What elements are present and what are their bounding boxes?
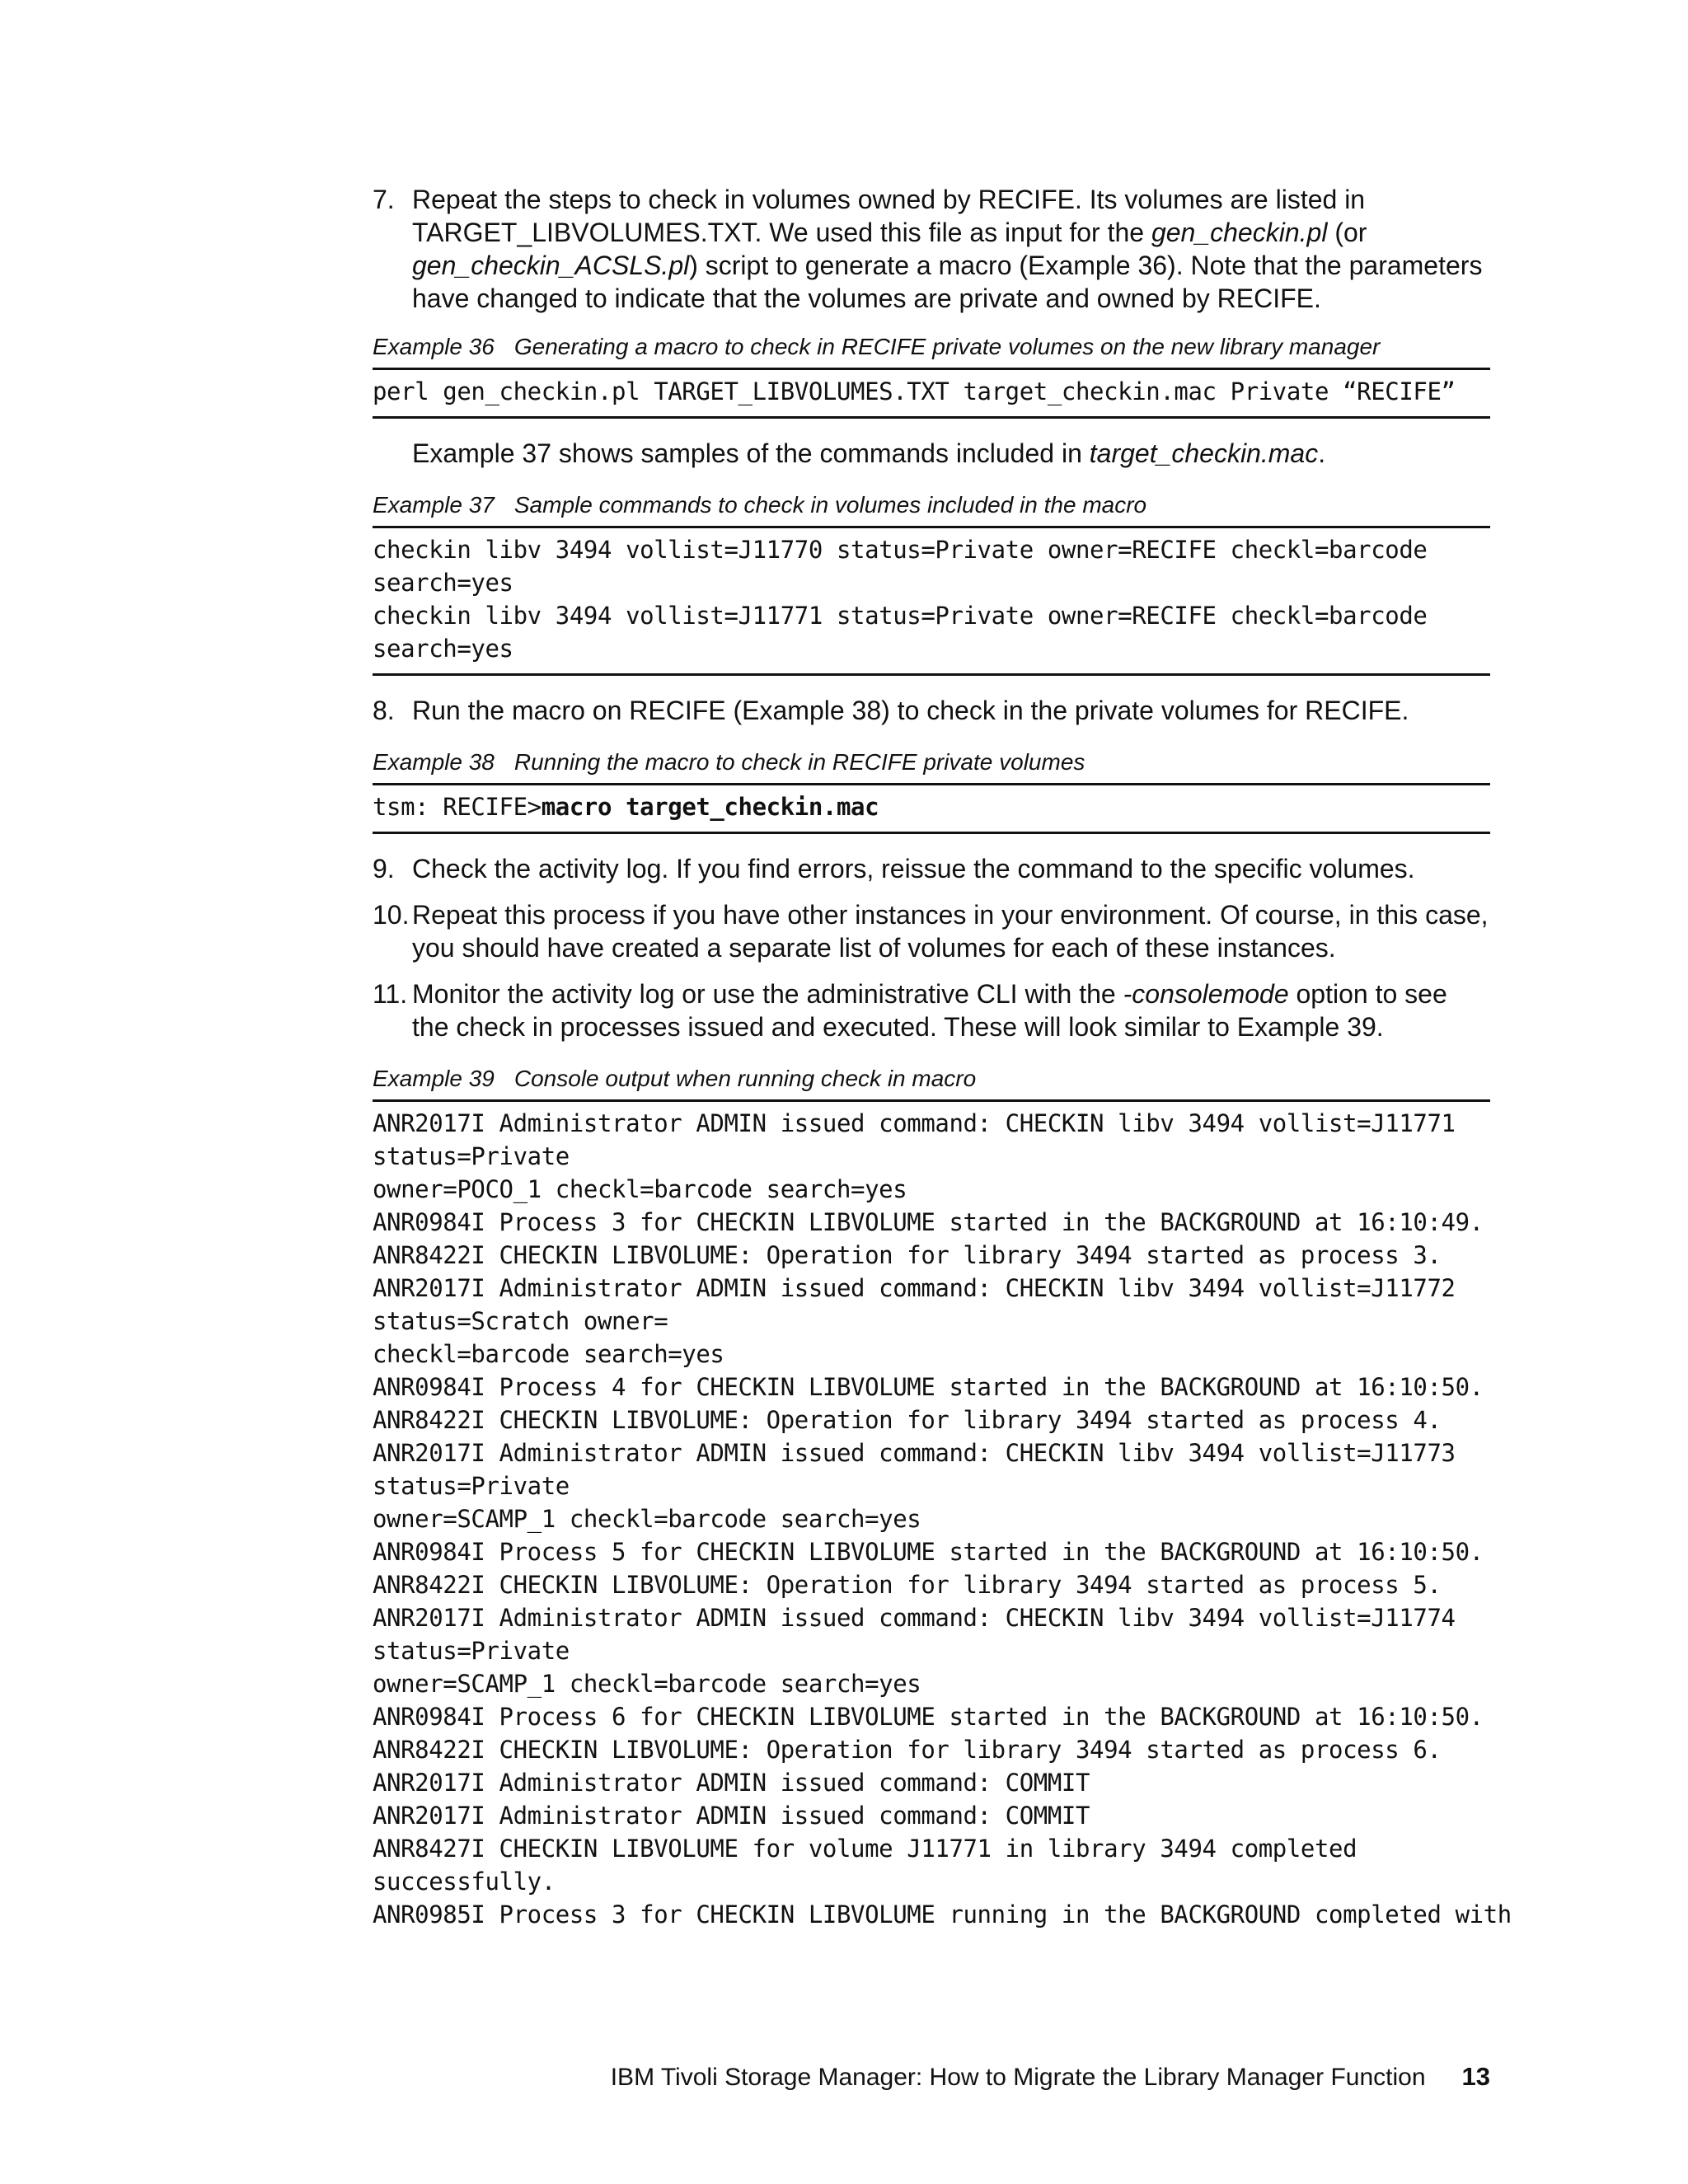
step-number: 10. xyxy=(373,900,410,930)
filename-italic: target_checkin.mac xyxy=(1089,438,1319,468)
console-line: ANR2017I Administrator ADMIN issued command: COMMIT xyxy=(373,1802,1090,1830)
console-line: owner=POCO_1 checkl=barcode search=yes xyxy=(373,1175,907,1203)
footer-title: IBM Tivoli Storage Manager: How to Migrate the Library Manager Function xyxy=(610,2064,1426,2091)
text-run: Monitor the activity log or use the administrative CLI with the xyxy=(412,979,1123,1009)
console-line: status=Private xyxy=(373,1637,570,1665)
console-line: ANR8422I CHECKIN LIBVOLUME: Operation for library 3494 started as process 6. xyxy=(373,1736,1442,1764)
step-text xyxy=(412,183,1490,315)
text-run: . xyxy=(1318,438,1326,468)
content-column xyxy=(373,183,1512,1939)
console-prompt: tsm: RECIFE> xyxy=(373,793,542,821)
step-text: Run the macro on RECIFE (Example 38) to check in the private volumes for RECIFE. xyxy=(412,696,1409,725)
example-38-caption xyxy=(373,748,1490,783)
console-line: checkl=barcode search=yes xyxy=(373,1340,724,1368)
console-line: status=Private xyxy=(373,1142,570,1170)
example-title: Sample commands to check in volumes included in the macro xyxy=(513,492,1147,518)
console-line: ANR2017I Administrator ADMIN issued command: CHECKIN libv 3494 vollist=J11771 xyxy=(373,1109,1456,1137)
text-run: ) script to generate a macro (Example 36). Note that the parameters have changed to indicate that the volumes are private and owned by RECIFE. xyxy=(412,251,1483,313)
console-line: ANR0984I Process 4 for CHECKIN LIBVOLUME started in the BACKGROUND at 16:10:50. xyxy=(373,1373,1484,1401)
console-line: ANR8422I CHECKIN LIBVOLUME: Operation for library 3494 started as process 5. xyxy=(373,1571,1442,1599)
step-text xyxy=(412,977,1490,1043)
console-line: successfully. xyxy=(373,1868,556,1896)
console-line: ANR0985I Process 3 for CHECKIN LIBVOLUME running in the BACKGROUND completed with xyxy=(373,1900,1512,1929)
text-run: option to see the check in processes issued and executed. These will look similar to Example 39. xyxy=(412,979,1447,1042)
filename-italic: gen_checkin.pl xyxy=(1151,218,1328,247)
example-label: Example 38 xyxy=(373,749,495,775)
step-number: 7. xyxy=(373,185,395,214)
example-36-code xyxy=(373,368,1490,419)
text-run: Repeat the steps to check in volumes owned by RECIFE. Its volumes are listed in TARGET_LIBVOLUMES.TXT. We used this file as input for the xyxy=(412,185,1366,247)
console-line: status=Private xyxy=(373,1472,570,1500)
example-37-code xyxy=(373,526,1490,676)
code-line: checkin libv 3494 vollist=J11770 status=Private owner=RECIFE checkl=barcode xyxy=(373,536,1428,564)
console-line: ANR2017I Administrator ADMIN issued command: CHECKIN libv 3494 vollist=J11772 xyxy=(373,1274,1456,1302)
console-command: macro target_checkin.mac xyxy=(541,793,879,821)
text-run: Example 37 shows samples of the commands included in xyxy=(412,438,1090,468)
console-line: ANR0984I Process 5 for CHECKIN LIBVOLUME started in the BACKGROUND at 16:10:50. xyxy=(373,1538,1484,1566)
step-8 xyxy=(373,694,1490,727)
console-line: ANR0984I Process 6 for CHECKIN LIBVOLUME started in the BACKGROUND at 16:10:50. xyxy=(373,1703,1484,1731)
step-number: 11. xyxy=(373,979,408,1009)
step-11 xyxy=(373,977,1490,1043)
console-line: ANR0984I Process 3 for CHECKIN LIBVOLUME started in the BACKGROUND at 16:10:49. xyxy=(373,1208,1484,1236)
example-title: Console output when running check in macro xyxy=(513,1066,977,1091)
example-title: Running the macro to check in RECIFE private volumes xyxy=(513,749,1085,775)
step-text: Repeat this process if you have other instances in your environment. Of course, in this case, you should have created a separate list of volumes for each of these instances. xyxy=(412,900,1489,963)
code-line xyxy=(373,790,1490,823)
step-7 xyxy=(373,183,1490,315)
console-line: ANR8422I CHECKIN LIBVOLUME: Operation for library 3494 started as process 4. xyxy=(373,1406,1442,1434)
page-number: 13 xyxy=(1461,2062,1490,2091)
code-line: search=yes xyxy=(373,635,513,663)
example-label: Example 39 xyxy=(373,1066,495,1091)
console-line: owner=SCAMP_1 checkl=barcode search=yes xyxy=(373,1505,921,1533)
example-36-caption xyxy=(373,333,1490,368)
text-run: (or xyxy=(1327,218,1367,247)
console-line: ANR2017I Administrator ADMIN issued command: CHECKIN libv 3494 vollist=J11774 xyxy=(373,1604,1456,1632)
code-line: search=yes xyxy=(373,569,513,597)
code-line: perl gen_checkin.pl TARGET_LIBVOLUMES.TXT target_checkin.mac Private “RECIFE” xyxy=(373,377,1456,405)
example-label: Example 37 xyxy=(373,492,495,518)
console-line: ANR2017I Administrator ADMIN issued command: COMMIT xyxy=(373,1769,1090,1797)
page-footer xyxy=(611,2060,1490,2094)
example-title: Generating a macro to check in RECIFE private volumes on the new library manager xyxy=(513,334,1381,359)
example-39-caption xyxy=(373,1065,1490,1099)
example-38-code xyxy=(373,783,1490,834)
filename-italic: gen_checkin_ACSLS.pl xyxy=(412,251,690,280)
step-number: 8. xyxy=(373,696,395,725)
console-line: status=Scratch owner= xyxy=(373,1307,668,1335)
option-italic: -consolemode xyxy=(1123,979,1289,1009)
step-10 xyxy=(373,898,1490,964)
step-number: 9. xyxy=(373,854,395,883)
example-label: Example 36 xyxy=(373,334,495,359)
example-39-code xyxy=(373,1099,1512,1939)
code-line: checkin libv 3494 vollist=J11771 status=Private owner=RECIFE checkl=barcode xyxy=(373,602,1428,630)
step-9 xyxy=(373,852,1490,885)
console-line: ANR8427I CHECKIN LIBVOLUME for volume J11771 in library 3494 completed xyxy=(373,1835,1357,1863)
console-line: owner=SCAMP_1 checkl=barcode search=yes xyxy=(373,1670,921,1698)
example-37-caption xyxy=(373,491,1490,526)
paragraph-example-37-intro xyxy=(373,437,1490,470)
console-line: ANR8422I CHECKIN LIBVOLUME: Operation for library 3494 started as process 3. xyxy=(373,1241,1442,1269)
console-line: ANR2017I Administrator ADMIN issued command: CHECKIN libv 3494 vollist=J11773 xyxy=(373,1439,1456,1467)
step-text: Check the activity log. If you find errors, reissue the command to the specific volumes. xyxy=(412,854,1415,883)
